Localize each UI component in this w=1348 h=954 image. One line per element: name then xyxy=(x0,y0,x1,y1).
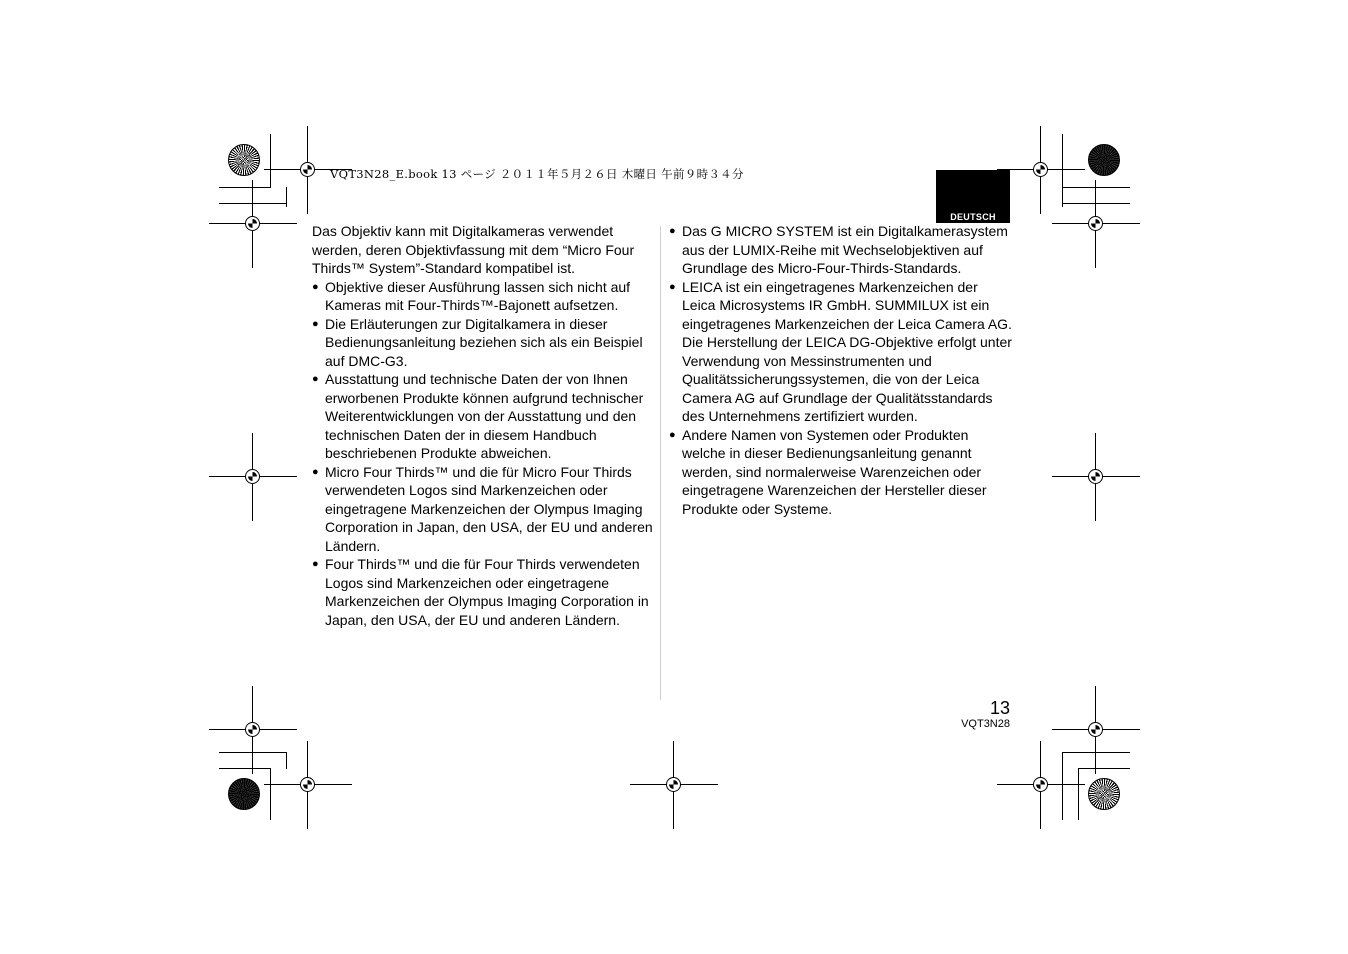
model-code: VQT3N28 xyxy=(961,718,1010,730)
registration-mark-icon xyxy=(1052,433,1140,521)
starburst-mark-icon xyxy=(1088,778,1120,810)
list-item: ● Andere Namen von Systemen oder Produkten welche in dieser Bedienungsanleitung genannt werden, sind normalerweise Warenzeichen oder eingetragene Warenzeichen der Hersteller dieser Produkte oder Systeme. xyxy=(669,426,987,517)
print-info-header: VQT3N28_E.book 13 ページ ２０１１年５月２６日 木曜日 午前９時３４分 xyxy=(330,167,744,181)
list-item: ● LEICA ist ein eingetragenes Markenzeichen der Leica Microsystems IR GmbH. SUMMILUX ist ein eingetragenes Markenzeichen der Leica Camera AG. Die Herstellung der LEICA DG-Objektive erfolgt unter Verwendung von Messinstrumenten und Qualitätssicherungssystemen, die von der Leica Camera AG auf Grundlage der Qualitätsstandards des Unternehmens zertifiziert wurden. xyxy=(669,278,1012,424)
list-item: ● Ausstattung und technische Daten der von Ihnen erworbenen Produkte können aufgrund technischer Weiterentwicklungen von der Ausstattung und den technischen Daten der in diesem Handbuch beschriebenen Produkte abweichen. xyxy=(312,371,644,461)
left-column xyxy=(312,222,657,629)
list-item: ● Die Erläuterungen zur Digitalkamera in dieser Bedienungsanleitung beziehen sich als ein Beispiel auf DMC-G3. xyxy=(312,315,643,369)
bullet-icon: ● xyxy=(312,558,319,570)
left-bullet-list xyxy=(312,278,657,630)
right-column xyxy=(669,222,1014,518)
bullet-icon: ● xyxy=(312,317,319,330)
column-divider xyxy=(660,226,661,700)
registration-mark-icon xyxy=(264,741,352,829)
language-tab xyxy=(936,170,1010,223)
registration-mark-icon xyxy=(630,741,718,829)
list-item: ● Four Thirds™ und die für Four Thirds verwendeten Logos sind Markenzeichen oder eingetragene Markenzeichen der Olympus Imaging Corporation in Japan, den USA, der EU und anderen Ländern. xyxy=(312,556,649,628)
list-item: ● Objektive dieser Ausführung lassen sich nicht auf Kameras mit Four-Thirds™-Bajonett aufsetzen. xyxy=(312,278,631,313)
list-item: ● Das G MICRO SYSTEM ist ein Digitalkamerasystem aus der LUMIX-Reihe mit Wechselobjektiven auf Grundlage des Micro-Four-Thirds-Standards. xyxy=(669,223,1008,276)
registration-mark-icon xyxy=(209,433,297,521)
registration-mark-icon xyxy=(209,180,297,268)
intro-paragraph: Das Objektiv kann mit Digitalkameras verwendet werden, deren Objektivfassung mit dem “Micro Four Thirds™ System”-Standard kompatibel ist. xyxy=(312,223,635,276)
starburst-mark-icon xyxy=(228,778,260,810)
right-bullet-list xyxy=(669,222,1014,518)
registration-mark-icon xyxy=(1052,180,1140,268)
starburst-mark-icon xyxy=(1088,144,1120,176)
registration-mark-icon xyxy=(997,741,1085,829)
starburst-mark-icon xyxy=(228,144,260,176)
bullet-icon: ● xyxy=(669,428,676,441)
bullet-icon: ● xyxy=(312,280,319,293)
bullet-icon: ● xyxy=(312,465,319,478)
language-tab-label: DEUTSCH xyxy=(950,212,996,222)
list-item: ● Micro Four Thirds™ und die für Micro Four Thirds verwendeten Logos sind Markenzeichen oder eingetragene Markenzeichen der Olympus Imaging Corporation in Japan, den USA, der EU und anderen Ländern. xyxy=(312,463,653,554)
page-number: 13 xyxy=(989,698,1010,718)
bullet-icon: ● xyxy=(669,225,676,237)
bullet-icon: ● xyxy=(312,373,319,385)
bullet-icon: ● xyxy=(669,280,676,293)
